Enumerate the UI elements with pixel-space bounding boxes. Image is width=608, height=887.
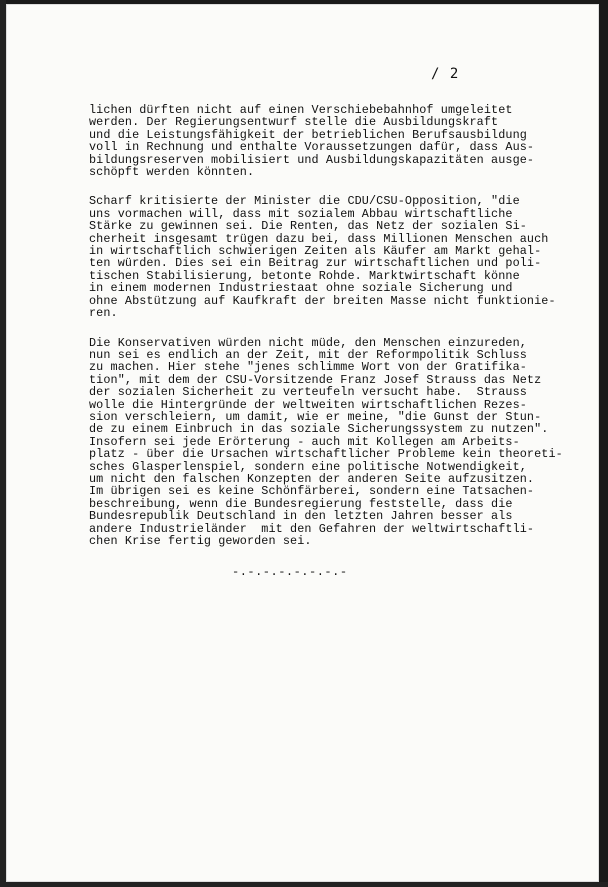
paragraph-1 <box>89 104 559 178</box>
text-line: Die Konservativen würden nicht müde, den Menschen einzureden, <box>89 335 527 350</box>
text-line: um nicht den falschen Konzepten der anderen Seite aufzusitzen. <box>89 471 535 486</box>
text-line: uns vormachen will, dass mit sozialem Abbau wirtschaftliche <box>89 206 513 221</box>
text-line: voll in Rechnung und enthalte Voraussetzungen dafür, dass Aus- <box>89 140 535 155</box>
text-line: sches Glasperlenspiel, sondern eine politische Notwendigkeit, <box>89 459 527 474</box>
text-line: in einem modernen Industriestaat ohne soziale Sicherung und <box>89 281 513 296</box>
text-line: Im übrigen sei es keine Schönfärberei, sondern eine Tatsachen- <box>89 484 535 499</box>
text-line: in wirtschaftlich schwierigen Zeiten als Käufer am Markt gehal- <box>89 244 542 259</box>
text-line: platz - über die Ursachen wirtschaftlicher Probleme kein theoreti- <box>89 447 563 462</box>
text-line: ten würden. Dies sei ein Beitrag zur wirtschaftlichen und poli- <box>89 256 542 271</box>
text-line: tischen Stabilisierung, betonte Rohde. Marktwirtschaft könne <box>89 268 520 283</box>
text-line: wolle die Hintergründe der weltweiten wirtschaftlichen Rezes- <box>89 397 527 412</box>
text-line: Insofern sei jede Erörterung - auch mit Kollegen am Arbeits- <box>89 434 520 449</box>
text-line: andere Industrieländer mit den Gefahren der weltwirtschaftli- <box>89 521 535 536</box>
text-line: bildungsreserven mobilisiert und Ausbildungskapazitäten ausge- <box>89 152 535 167</box>
document-page <box>6 4 599 882</box>
text-line: Scharf kritisierte der Minister die CDU/CSU-Opposition, "die <box>89 194 520 209</box>
end-marker: -.-.-.-.-.-.-.- <box>232 565 348 579</box>
text-line: schöpft werden könnten. <box>89 165 255 180</box>
text-line: werden. Der Regierungsentwurf stelle die Ausbildungskraft <box>89 115 499 130</box>
text-line: chen Krise fertig geworden sei. <box>89 534 312 548</box>
text-line: Bundesrepublik Deutschland in den letzten Jahren besser als <box>89 509 513 524</box>
text-line: Stärke zu gewinnen sei. Die Renten, das Netz der sozialen Si- <box>89 219 527 234</box>
body-text <box>89 103 563 564</box>
text-line: zu machen. Hier stehe "jenes schlimme Wort von der Gratifika- <box>89 360 527 375</box>
text-line: ohne Abstützung auf Kaufkraft der breiten Masse nicht funktionie- <box>89 293 556 308</box>
text-line: und die Leistungsfähigkeit der betrieblichen Berufsausbildung <box>89 127 527 142</box>
text-line: tion", mit dem der CSU-Vorsitzende Franz Josef Strauss das Netz <box>89 372 542 387</box>
paragraph-3 <box>89 335 563 548</box>
text-line: der sozialen Sicherheit zu verteufeln versucht habe. Strauss <box>89 385 527 400</box>
page-number: / 2 <box>431 66 460 82</box>
text-line: ren. <box>89 306 118 321</box>
text-line: sion verschleiern, um damit, wie er meine, "die Gunst der Stun- <box>89 409 542 424</box>
text-line: lichen dürften nicht auf einen Verschiebebahnhof umgeleitet <box>89 103 513 117</box>
text-line: de zu einem Einbruch in das soziale Sicherungssystem zu nutzen". <box>89 422 549 437</box>
text-line: nun sei es endlich an der Zeit, mit der Reformpolitik Schluss <box>89 347 527 362</box>
scan-edge-left <box>0 0 6 887</box>
paragraph-2 <box>89 195 559 319</box>
text-line: beschreibung, wenn die Bundesregierung feststelle, dass die <box>89 496 513 511</box>
scan-edge-bottom <box>0 882 608 887</box>
text-line: cherheit insgesamt trügen dazu bei, dass Millionen Menschen auch <box>89 231 549 246</box>
